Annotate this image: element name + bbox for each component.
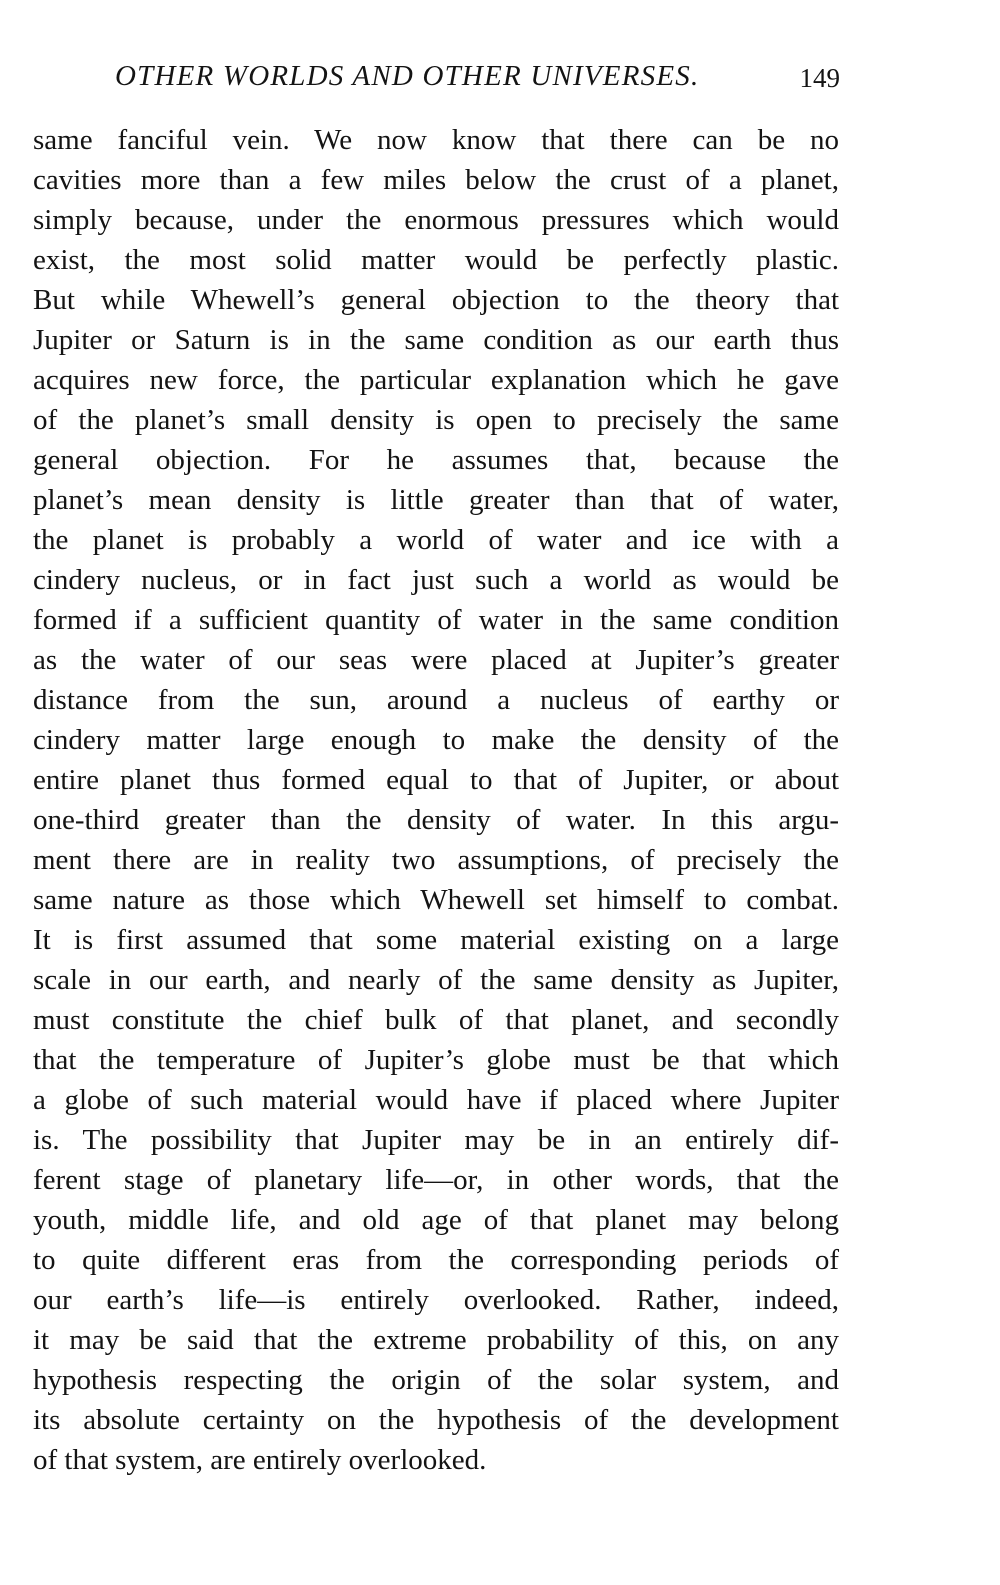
text-line: But while Whewell’s general objection to the theory that — [33, 284, 839, 316]
text-line: must constitute the chief bulk of that planet, and secondly — [33, 1004, 839, 1036]
text-line: its absolute certainty on the hypothesis of the development — [33, 1404, 839, 1436]
text-line: of that system, are entirely overlooked. — [33, 1444, 487, 1476]
text-line: cavities more than a few miles below the crust of a planet, — [33, 164, 839, 196]
text-line: planet’s mean density is little greater than that of water, — [33, 484, 839, 516]
running-title: OTHER WORLDS AND OTHER UNIVERSES. — [115, 60, 700, 92]
text-line: exist, the most solid matter would be perfectly plastic. — [33, 244, 839, 276]
text-line: same nature as those which Whewell set himself to combat. — [33, 884, 839, 916]
text-line: one-third greater than the density of water. In this argu- — [33, 804, 839, 836]
body-paragraph — [33, 120, 839, 1480]
text-line: cindery nucleus, or in fact just such a world as would be — [33, 564, 839, 596]
text-line: to quite different eras from the corresponding periods of — [33, 1244, 839, 1276]
text-line: that the temperature of Jupiter’s globe must be that which — [33, 1044, 839, 1076]
running-head — [115, 58, 840, 98]
text-line: as the water of our seas were placed at Jupiter’s greater — [33, 644, 839, 676]
text-line: entire planet thus formed equal to that of Jupiter, or about — [33, 764, 839, 796]
text-line: scale in our earth, and nearly of the same density as Jupiter, — [33, 964, 839, 996]
text-line: ferent stage of planetary life—or, in other words, that the — [33, 1164, 839, 1196]
text-line: the planet is probably a world of water and ice with a — [33, 524, 839, 556]
text-line: simply because, under the enormous pressures which would — [33, 204, 839, 236]
text-line: our earth’s life—is entirely overlooked. Rather, indeed, — [33, 1284, 839, 1316]
text-line: hypothesis respecting the origin of the solar system, and — [33, 1364, 839, 1396]
text-line: it may be said that the extreme probability of this, on any — [33, 1324, 839, 1356]
text-line: a globe of such material would have if placed where Jupiter — [33, 1084, 839, 1116]
text-line: is. The possibility that Jupiter may be in an entirely dif- — [33, 1124, 839, 1156]
text-line: Jupiter or Saturn is in the same condition as our earth thus — [33, 324, 839, 356]
text-line: It is first assumed that some material existing on a large — [33, 924, 839, 956]
text-line: youth, middle life, and old age of that planet may belong — [33, 1204, 839, 1236]
text-line: general objection. For he assumes that, because the — [33, 444, 839, 476]
text-line: cindery matter large enough to make the density of the — [33, 724, 839, 756]
text-line: of the planet’s small density is open to precisely the same — [33, 404, 839, 436]
page-number: 149 — [799, 63, 840, 93]
text-line: distance from the sun, around a nucleus of earthy or — [33, 684, 839, 716]
text-line: formed if a sufficient quantity of water in the same condition — [33, 604, 839, 636]
text-line: ment there are in reality two assumptions, of precisely the — [33, 844, 839, 876]
text-line: same fanciful vein. We now know that there can be no — [33, 124, 839, 156]
text-line: acquires new force, the particular explanation which he gave — [33, 364, 839, 396]
